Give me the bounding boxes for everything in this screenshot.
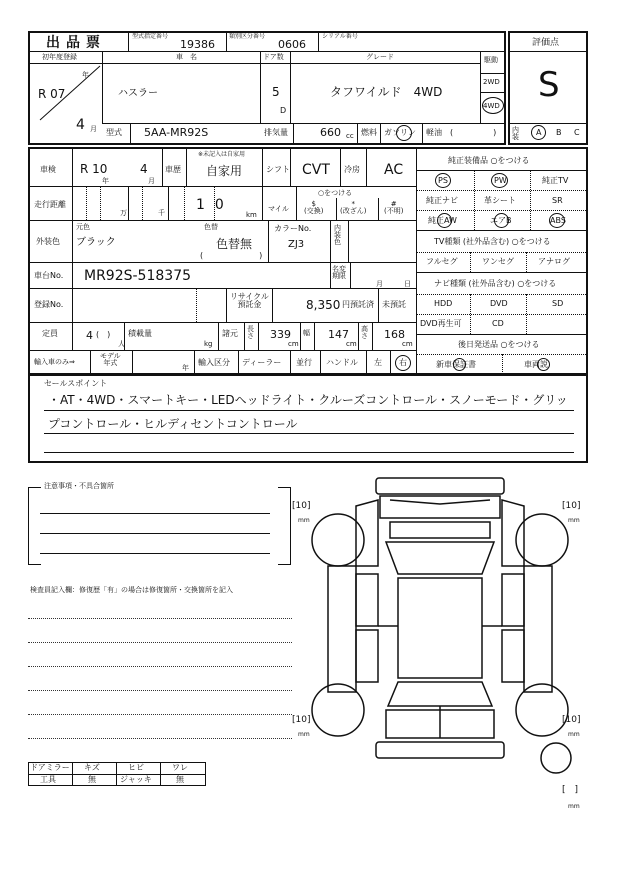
name-change-day-unit: 日 bbox=[404, 280, 411, 288]
dims-label: 諸元 bbox=[222, 329, 238, 338]
later-title: 後日発送品 ○をつける bbox=[458, 340, 540, 349]
interior-label: 内装 bbox=[512, 126, 519, 141]
capacity: 4 bbox=[86, 329, 93, 342]
spare-tire-diagram bbox=[538, 740, 574, 776]
equip-pw-circle bbox=[491, 173, 508, 188]
tire-fl-unit: mm bbox=[298, 517, 310, 524]
displacement: 660 bbox=[320, 126, 341, 139]
tire-spare-unit: mm bbox=[568, 803, 580, 810]
first-reg-label: 初年度登録 bbox=[42, 53, 77, 61]
tire-rl-unit: mm bbox=[298, 731, 310, 738]
equip-aw-circle bbox=[437, 213, 452, 228]
car-damage-diagram bbox=[300, 470, 580, 780]
legend-scratch: キズ bbox=[84, 763, 100, 772]
first-reg-month: 4 bbox=[76, 117, 85, 133]
displacement-label: 排気量 bbox=[264, 128, 288, 137]
doors-label: ドア数 bbox=[263, 53, 284, 61]
equip-sr: SR bbox=[552, 196, 563, 205]
name-change-label: 名変期限 bbox=[332, 265, 346, 280]
mileage-man-unit: 万 bbox=[120, 209, 127, 217]
legend-tools: 工具 bbox=[40, 775, 56, 784]
equip-navi: 純正ナビ bbox=[426, 196, 458, 205]
ac: AC bbox=[384, 162, 404, 178]
equip-tv: 純正TV bbox=[542, 176, 569, 185]
inspector-label: 検査員記入欄：修復歴「有」の場合は修復箇所・交換箇所を記入 bbox=[30, 586, 233, 594]
mileage-km-unit: km bbox=[246, 211, 257, 219]
grade: タフワイルド 4WD bbox=[330, 85, 443, 99]
shift-label: シフト bbox=[266, 165, 290, 174]
mileage-label: 走行距離 bbox=[34, 200, 66, 209]
width-label: 幅 bbox=[303, 329, 310, 337]
serial-label: シリアル番号 bbox=[322, 33, 358, 40]
notes-bracket-right bbox=[278, 487, 291, 565]
tv-analog: アナログ bbox=[538, 257, 570, 266]
model-label: 型式 bbox=[106, 128, 122, 137]
fuel-gasoline-circle bbox=[396, 125, 412, 141]
mile-label: マイル bbox=[268, 205, 289, 213]
ac-label: 冷房 bbox=[344, 165, 360, 174]
later-warranty: 新車保証書 bbox=[436, 360, 476, 369]
unknown-label: # (不明) bbox=[384, 200, 404, 215]
name-change-month-unit: 月 bbox=[376, 280, 383, 288]
handle-label: ハンドル bbox=[326, 358, 358, 367]
car-name: ハスラー bbox=[118, 88, 158, 99]
height-cm: cm bbox=[402, 340, 413, 348]
tire-fl: [10] bbox=[292, 501, 311, 511]
first-reg-year-unit: 年 bbox=[82, 71, 89, 79]
inspection-label: 車検 bbox=[40, 165, 56, 174]
interior-a: A bbox=[536, 128, 542, 137]
legend-tools-value: 無 bbox=[88, 775, 96, 784]
category-no-label: 類別区分番号 bbox=[229, 33, 266, 40]
later-manual: 車両説 bbox=[524, 360, 548, 369]
color-code: ZJ3 bbox=[288, 239, 305, 250]
sales-label: セールスポイント bbox=[44, 379, 108, 388]
handle-right-circle bbox=[395, 355, 411, 371]
reg-label: 登録No. bbox=[34, 300, 64, 309]
equip-ps: PS bbox=[438, 176, 448, 185]
handle-right: 右 bbox=[399, 358, 407, 367]
fuel-label: 燃料 bbox=[361, 128, 377, 137]
first-reg-year: R 07 bbox=[38, 87, 66, 101]
tire-spare: [ ] bbox=[562, 785, 579, 795]
model-year-unit: 年 bbox=[182, 364, 189, 372]
history-label: 車歴 bbox=[165, 165, 181, 174]
later-warranty-circle bbox=[453, 358, 466, 371]
interior-c: C bbox=[574, 128, 580, 137]
exchanged-label: $ (交換) bbox=[304, 200, 324, 215]
color-code-label: カラーNo. bbox=[274, 224, 312, 233]
circle-note: ○をつける bbox=[318, 189, 353, 197]
inspection-month: 4 bbox=[140, 162, 148, 176]
tire-rl: [10] bbox=[292, 715, 311, 725]
height-label: 高さ bbox=[361, 325, 368, 340]
load-label: 積載量 bbox=[128, 329, 152, 338]
person-unit: 人 bbox=[118, 340, 125, 348]
import-parallel: 並行 bbox=[296, 358, 312, 367]
cc-unit: cc bbox=[346, 132, 354, 140]
car-name-label: 車 名 bbox=[176, 53, 197, 61]
equipment-title: 純正装備品 ○をつける bbox=[448, 156, 530, 165]
fuel-diesel: 軽油 bbox=[426, 128, 442, 137]
mileage-sen-unit: 千 bbox=[158, 209, 165, 217]
chassis: MR92S-518375 bbox=[84, 268, 192, 284]
equip-abs-circle bbox=[549, 213, 565, 228]
model: 5AA-MR92S bbox=[144, 126, 209, 139]
handle-left: 左 bbox=[374, 358, 382, 367]
inspection-year: R 10 bbox=[80, 162, 108, 176]
equip-leather: 革シート bbox=[484, 196, 516, 205]
import-dealer: ディーラー bbox=[242, 358, 282, 367]
equip-abs: ABS bbox=[550, 216, 566, 225]
history: 自家用 bbox=[206, 164, 243, 178]
type-no-label: 型式指定番号 bbox=[132, 33, 169, 40]
orig-color: ブラック bbox=[76, 237, 116, 248]
recycle-amount: 8,350 bbox=[306, 298, 341, 312]
doors: 5 bbox=[272, 85, 280, 99]
mileage-value: 10 bbox=[196, 197, 234, 213]
inspection-year-unit: 年 bbox=[102, 177, 109, 185]
sales-line-2: プコントロール・ヒルディセントコントロール bbox=[48, 417, 298, 431]
door-suffix: D bbox=[280, 106, 287, 115]
equip-pw: PW bbox=[494, 176, 507, 185]
form-title: 出品票 bbox=[46, 35, 106, 51]
tire-rr: [10] bbox=[562, 715, 581, 725]
inspection-month-unit: 月 bbox=[148, 177, 155, 185]
tv-full: フルセグ bbox=[426, 257, 458, 266]
navi-dvd-play: DVD再生可 bbox=[420, 319, 462, 328]
model-year-label: モデル 年式 bbox=[100, 352, 121, 367]
later-manual-circle bbox=[537, 358, 550, 371]
length-label: 長さ bbox=[247, 325, 254, 340]
equip-airbag-circle bbox=[494, 213, 509, 228]
color-change: 色替無 bbox=[216, 237, 253, 251]
legend-break: ワレ bbox=[172, 763, 188, 772]
tire-fr-unit: mm bbox=[568, 517, 580, 524]
height: 168 bbox=[384, 328, 405, 341]
orig-color-label: 元色 bbox=[76, 223, 90, 231]
recycle-suffix: 円預託済 bbox=[342, 300, 374, 309]
kg-unit: kg bbox=[204, 340, 213, 348]
type-no-value: 19386 bbox=[180, 38, 215, 51]
import-class-label: 輸入区分 bbox=[198, 358, 230, 367]
color-change-paren: ( ) bbox=[200, 251, 263, 260]
tire-rr-unit: mm bbox=[568, 731, 580, 738]
interior-b: B bbox=[556, 128, 562, 137]
chassis-label: 車台No. bbox=[34, 271, 64, 280]
fuel-gasoline: ガソリン bbox=[384, 128, 416, 137]
rating-value: S bbox=[538, 65, 560, 105]
length-cm: cm bbox=[288, 340, 299, 348]
history-note: ※未記入は自家用 bbox=[198, 151, 246, 158]
equip-airbag: エアB bbox=[490, 216, 512, 225]
drive-label: 駆動 bbox=[484, 56, 498, 64]
first-reg-month-unit: 月 bbox=[90, 125, 97, 133]
tire-fr: [10] bbox=[562, 501, 581, 511]
width-cm: cm bbox=[346, 340, 357, 348]
shift: CVT bbox=[302, 162, 330, 178]
legend-jack: ジャッキ bbox=[120, 775, 152, 784]
grade-label: グレード bbox=[366, 53, 394, 61]
capacity-label: 定員 bbox=[42, 329, 58, 338]
legend-crack: ヒビ bbox=[128, 763, 144, 772]
interior-color-label: 内装色 bbox=[334, 224, 341, 246]
fuel-other: ( ) bbox=[450, 128, 497, 137]
width: 147 bbox=[328, 328, 349, 341]
category-no-value: 0606 bbox=[278, 38, 306, 51]
not-deposited: 未預託 bbox=[382, 300, 406, 309]
tv-one: ワンセグ bbox=[482, 257, 514, 266]
navi-dvd: DVD bbox=[490, 299, 508, 308]
drive-4wd-circle bbox=[482, 97, 504, 114]
capacity-paren: ( ) bbox=[96, 330, 111, 339]
navi-cd: CD bbox=[492, 319, 504, 328]
import-label: 輸入車のみ⇒ bbox=[34, 358, 75, 366]
notes-label: 注意事項・不具合箇所 bbox=[44, 482, 114, 490]
navi-title: ナビ種類 (社外品含む) ○をつける bbox=[434, 279, 557, 288]
sales-line-1: ・AT・4WD・スマートキー・LEDヘッドライト・クルーズコントロール・スノーモード・グリッ bbox=[48, 393, 568, 407]
legend-mirror: ドアミラー bbox=[30, 763, 70, 772]
tv-title: TV種類 (社外品含む) ○をつける bbox=[434, 237, 551, 246]
rating-label: 評価点 bbox=[532, 38, 560, 48]
drive-2wd: 2WD bbox=[483, 78, 500, 86]
drive-4wd: 4WD bbox=[483, 102, 500, 110]
color-change-label: 色替 bbox=[204, 223, 218, 231]
exterior-color-label: 外装色 bbox=[36, 237, 60, 246]
recycle-label: リサイクル 預託金 bbox=[230, 292, 269, 309]
equip-ps-circle bbox=[435, 173, 451, 188]
equip-aw: 純正AW bbox=[428, 216, 457, 225]
navi-hdd: HDD bbox=[434, 299, 453, 308]
navi-sd: SD bbox=[552, 299, 564, 308]
legend-jack-value: 無 bbox=[176, 775, 184, 784]
modified-label: * (改ざん) bbox=[340, 200, 367, 215]
length: 339 bbox=[270, 328, 291, 341]
interior-a-circle bbox=[531, 125, 546, 140]
